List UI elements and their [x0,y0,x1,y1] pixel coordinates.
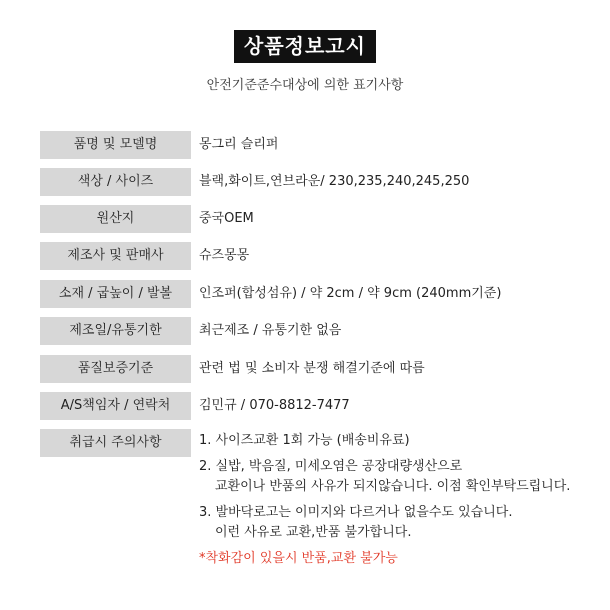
warning-note: *착화감이 있을시 반품,교환 불가능 [199,551,398,566]
row-label: 색상 / 사이즈 [40,168,191,196]
note-3-line-2: 이런 사유로 교환,반품 불가합니다. [215,525,412,540]
row-value: 중국OEM [199,211,254,226]
row-value: 김민규 / 070-8812-7477 [199,398,350,413]
row-value: 인조퍼(합성섬유) / 약 2cm / 약 9cm (240mm기준) [199,286,502,301]
row-value: 최근제조 / 유통기한 없음 [199,323,342,338]
row-label: 원산지 [40,205,191,233]
row-value: 슈즈몽몽 [199,248,250,263]
page-title: 상품정보고시 [234,30,376,63]
note-1: 1. 사이즈교환 1회 가능 (배송비유료) [199,433,410,448]
row-label: 취급시 주의사항 [40,429,191,457]
row-value: 몽그리 슬리퍼 [199,137,279,152]
row-label: A/S책임자 / 연락처 [40,392,191,420]
page-subtitle: 안전기준준수대상에 의한 표기사항 [206,78,404,93]
row-value: 블랙,화이트,연브라운/ 230,235,240,245,250 [199,174,470,189]
row-value: 관련 법 및 소비자 분쟁 해결기준에 따름 [199,361,425,376]
note-2-line-1: 2. 실밥, 박음질, 미세오염은 공장대량생산으로 [199,459,463,474]
row-label: 품질보증기준 [40,355,191,383]
row-label: 제조사 및 판매사 [40,242,191,270]
caution-notes [199,431,570,569]
row-label: 품명 및 모델명 [40,131,191,159]
note-3-line-1: 3. 발바닥로고는 이미지와 다르거나 없을수도 있습니다. [199,505,513,520]
row-label: 소재 / 굽높이 / 발볼 [40,280,191,308]
row-label: 제조일/유통기한 [40,317,191,345]
title-area [0,30,610,63]
note-2-line-2: 교환이나 반품의 사유가 되지않습니다. 이점 확인부탁드립니다. [215,479,571,494]
